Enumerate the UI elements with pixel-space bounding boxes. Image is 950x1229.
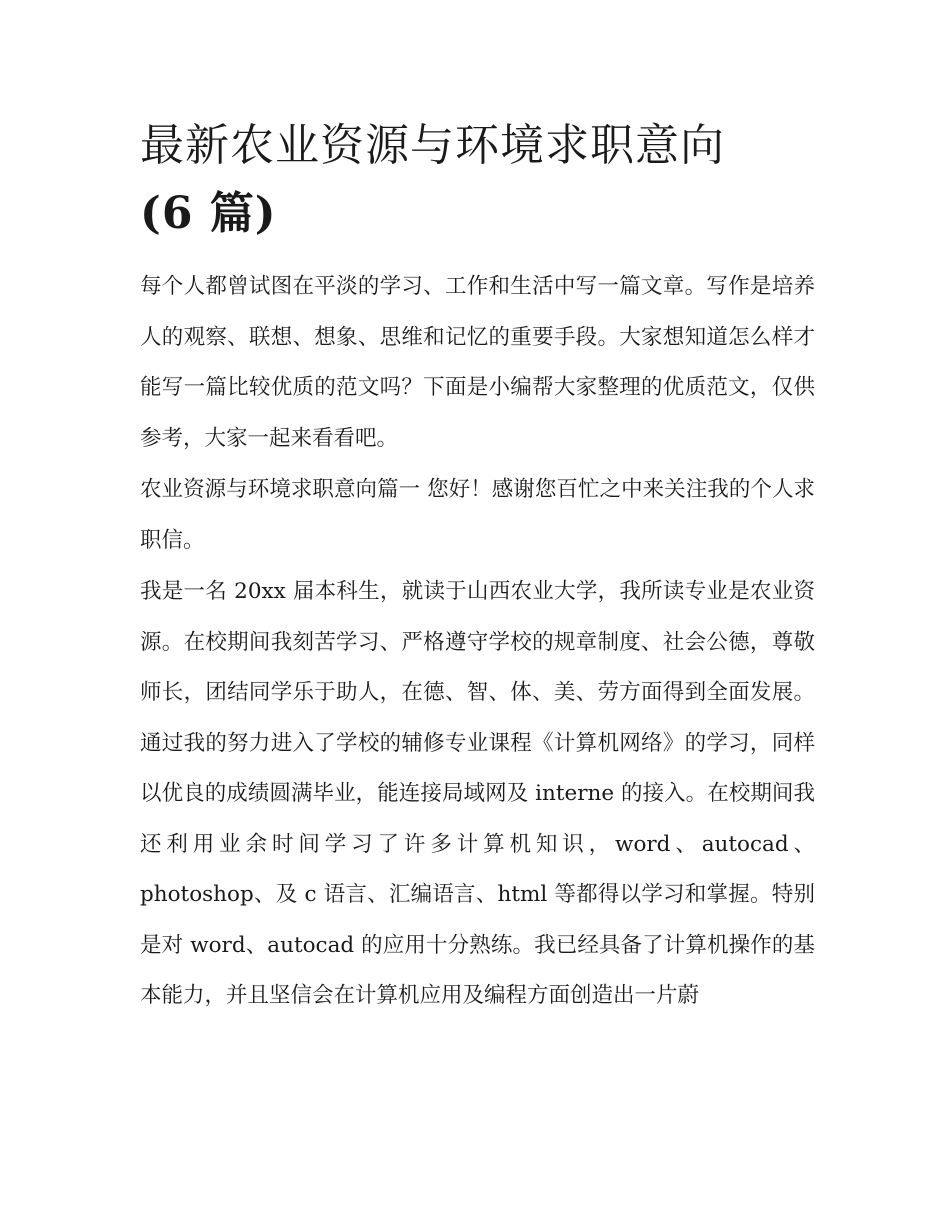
body-paragraph: 我是一名 20xx 届本科生，就读于山西农业大学，我所读专业是农业资源。在校期间我刻苦学习、严格遵守学校的规章制度、社会公德，尊敬师长，团结同学乐于助人，在德、智、体、美、劳方面得到全面发展。通过我的努力进入了学校的辅修专业课程《计算机网络》的学习，同样以优良的成绩圆满毕业，能连接局域网及 interne 的接入。在校期间我还利用业余时间学习了许多计算机知识，word、autocad、photoshop、及 c 语言、汇编语言、html 等都得以学习和掌握。特别是对 word、autocad 的应用十分熟练。我已经具备了计算机操作的基本能力，并且坚信会在计算机应用及编程方面创造出一片蔚: [140, 579, 815, 1008]
greeting-paragraph: 农业资源与环境求职意向篇一 您好！感谢您百忙之中来关注我的个人求职信。: [140, 477, 815, 553]
title-main-text: 最新农业资源与环境求职意向: [140, 120, 725, 171]
document-page: [140, 112, 815, 1023]
title-count: (6 篇): [140, 188, 277, 239]
document-title: [140, 112, 815, 248]
intro-paragraph: 每个人都曾试图在平淡的学习、工作和生活中写一篇文章。写作是培养人的观察、联想、想象、思维和记忆的重要手段。大家想知道怎么样才能写一篇比较优质的范文吗？下面是小编帮大家整理的优质范文，仅供参考，大家一起来看看吧。: [140, 274, 815, 451]
